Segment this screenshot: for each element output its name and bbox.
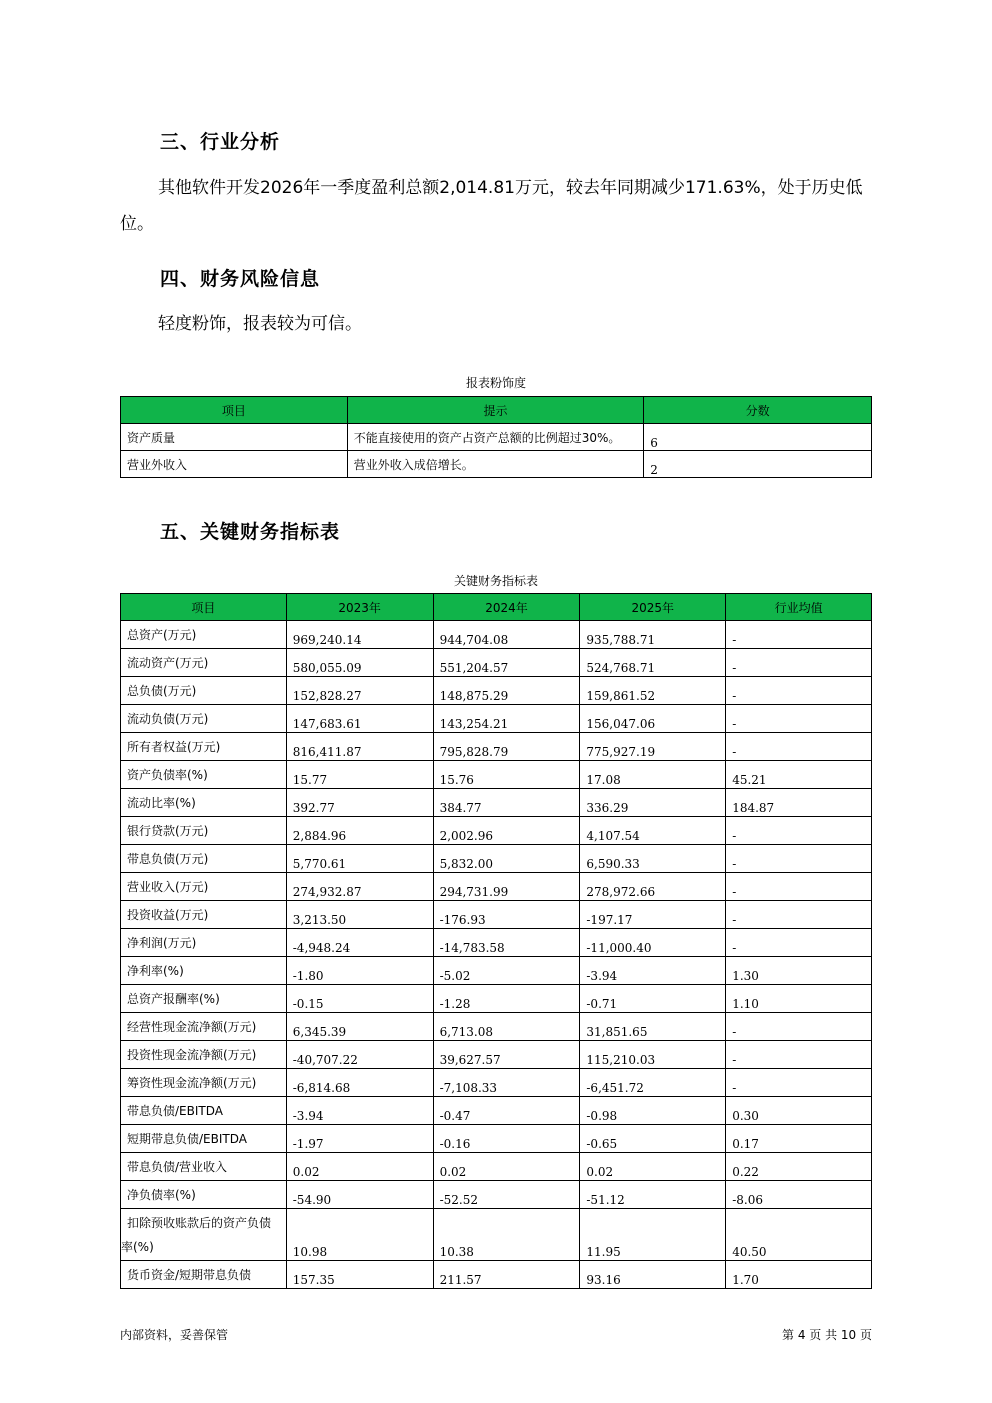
kpi-2023: 0.02 bbox=[286, 1153, 433, 1181]
kpi-industry-avg: - bbox=[726, 929, 872, 957]
kpi-2025: 935,788.71 bbox=[580, 621, 726, 649]
kpi-2025: -6,451.72 bbox=[580, 1069, 726, 1097]
risk-score: 6 bbox=[644, 424, 872, 451]
kpi-2023: 5,770.61 bbox=[286, 845, 433, 873]
table-row bbox=[121, 1181, 872, 1209]
kpi-2024: -176.93 bbox=[433, 901, 580, 929]
kpi-2023: 2,884.96 bbox=[286, 817, 433, 845]
kpi-header-2024: 2024年 bbox=[433, 594, 580, 621]
kpi-2025: -197.17 bbox=[580, 901, 726, 929]
table-row bbox=[121, 761, 872, 789]
kpi-2024: 15.76 bbox=[433, 761, 580, 789]
kpi-2023: -3.94 bbox=[286, 1097, 433, 1125]
kpi-2023: 147,683.61 bbox=[286, 705, 433, 733]
kpi-2023: -1.80 bbox=[286, 957, 433, 985]
table-row bbox=[121, 649, 872, 677]
kpi-2024: 211.57 bbox=[433, 1261, 580, 1289]
kpi-header-2025: 2025年 bbox=[580, 594, 726, 621]
kpi-2024: -0.16 bbox=[433, 1125, 580, 1153]
kpi-industry-avg: - bbox=[726, 1069, 872, 1097]
section-5-heading: 五、关键财务指标表 bbox=[160, 521, 341, 543]
kpi-industry-avg: 0.22 bbox=[726, 1153, 872, 1181]
kpi-2025: -11,000.40 bbox=[580, 929, 726, 957]
kpi-2024: 148,875.29 bbox=[433, 677, 580, 705]
table-row bbox=[121, 451, 872, 478]
table-row bbox=[121, 1153, 872, 1181]
kpi-2023: 392.77 bbox=[286, 789, 433, 817]
kpi-2024: 39,627.57 bbox=[433, 1041, 580, 1069]
kpi-2025: 31,851.65 bbox=[580, 1013, 726, 1041]
table-row bbox=[121, 985, 872, 1013]
risk-header-item: 项目 bbox=[121, 397, 348, 424]
kpi-industry-avg: - bbox=[726, 733, 872, 761]
kpi-2024: -1.28 bbox=[433, 985, 580, 1013]
kpi-industry-avg: - bbox=[726, 1013, 872, 1041]
table-row bbox=[121, 873, 872, 901]
kpi-2024: 0.02 bbox=[433, 1153, 580, 1181]
kpi-item: 净利润(万元) bbox=[121, 929, 287, 957]
footer-page-number: 第 4 页 共 10 页 bbox=[782, 1328, 872, 1342]
kpi-item: 营业收入(万元) bbox=[121, 873, 287, 901]
footer-confidential: 内部资料，妥善保管 bbox=[120, 1328, 229, 1342]
kpi-item: 流动比率(%) bbox=[121, 789, 287, 817]
kpi-2025: -0.98 bbox=[580, 1097, 726, 1125]
kpi-item: 流动资产(万元) bbox=[121, 649, 287, 677]
kpi-2023: -6,814.68 bbox=[286, 1069, 433, 1097]
kpi-industry-avg: 1.70 bbox=[726, 1261, 872, 1289]
kpi-item: 流动负债(万元) bbox=[121, 705, 287, 733]
kpi-2023: 3,213.50 bbox=[286, 901, 433, 929]
kpi-2025: -0.65 bbox=[580, 1125, 726, 1153]
kpi-2023: 157.35 bbox=[286, 1261, 433, 1289]
kpi-2023: -40,707.22 bbox=[286, 1041, 433, 1069]
kpi-2023: -0.15 bbox=[286, 985, 433, 1013]
kpi-item: 所有者权益(万元) bbox=[121, 733, 287, 761]
table-row bbox=[121, 705, 872, 733]
risk-header-score: 分数 bbox=[644, 397, 872, 424]
table-row bbox=[121, 817, 872, 845]
table-row bbox=[121, 901, 872, 929]
table-row bbox=[121, 789, 872, 817]
table-row bbox=[121, 929, 872, 957]
kpi-industry-avg: 1.10 bbox=[726, 985, 872, 1013]
kpi-2025: 336.29 bbox=[580, 789, 726, 817]
kpi-2025: 159,861.52 bbox=[580, 677, 726, 705]
kpi-item: 投资性现金流净额(万元) bbox=[121, 1041, 287, 1069]
kpi-2023: 580,055.09 bbox=[286, 649, 433, 677]
section-3-paragraph: 其他软件开发2026年一季度盈利总额2,014.81万元，较去年同期减少171.63%，处于历史低位。 bbox=[120, 178, 863, 234]
section-4-paragraph: 轻度粉饰，报表较为可信。 bbox=[158, 314, 362, 334]
kpi-2023: 969,240.14 bbox=[286, 621, 433, 649]
kpi-2024: 551,204.57 bbox=[433, 649, 580, 677]
kpi-table-caption: 关键财务指标表 bbox=[453, 574, 538, 588]
kpi-2025: 115,210.03 bbox=[580, 1041, 726, 1069]
kpi-industry-avg: -8.06 bbox=[726, 1181, 872, 1209]
table-row bbox=[121, 621, 872, 649]
kpi-2024: 10.38 bbox=[433, 1209, 580, 1261]
risk-hint: 营业外收入成倍增长。 bbox=[347, 451, 644, 478]
kpi-2023: 15.77 bbox=[286, 761, 433, 789]
risk-hint: 不能直接使用的资产占资产总额的比例超过30%。 bbox=[347, 424, 644, 451]
kpi-item: 带息负债/营业收入 bbox=[121, 1153, 287, 1181]
kpi-item: 总资产报酬率(%) bbox=[121, 985, 287, 1013]
kpi-industry-avg: - bbox=[726, 677, 872, 705]
table-row bbox=[121, 1209, 872, 1261]
table-row bbox=[121, 1041, 872, 1069]
kpi-2023: -54.90 bbox=[286, 1181, 433, 1209]
kpi-2024: 294,731.99 bbox=[433, 873, 580, 901]
kpi-industry-avg: - bbox=[726, 817, 872, 845]
kpi-item: 总负债(万元) bbox=[121, 677, 287, 705]
kpi-industry-avg: 0.17 bbox=[726, 1125, 872, 1153]
table-row bbox=[121, 1261, 872, 1289]
kpi-2025: -3.94 bbox=[580, 957, 726, 985]
kpi-industry-avg: - bbox=[726, 901, 872, 929]
kpi-2025: 278,972.66 bbox=[580, 873, 726, 901]
kpi-2025: 93.16 bbox=[580, 1261, 726, 1289]
kpi-2023: 152,828.27 bbox=[286, 677, 433, 705]
kpi-item: 经营性现金流净额(万元) bbox=[121, 1013, 287, 1041]
kpi-item: 净利率(%) bbox=[121, 957, 287, 985]
kpi-2025: -0.71 bbox=[580, 985, 726, 1013]
kpi-industry-avg: - bbox=[726, 649, 872, 677]
risk-item: 营业外收入 bbox=[121, 451, 348, 478]
kpi-item: 总资产(万元) bbox=[121, 621, 287, 649]
kpi-item: 资产负债率(%) bbox=[121, 761, 287, 789]
kpi-2024: 5,832.00 bbox=[433, 845, 580, 873]
kpi-table-body bbox=[121, 621, 872, 1289]
kpi-item: 筹资性现金流净额(万元) bbox=[121, 1069, 287, 1097]
kpi-item: 货币资金/短期带息负债 bbox=[121, 1261, 287, 1289]
kpi-header-2023: 2023年 bbox=[286, 594, 433, 621]
kpi-item: 银行贷款(万元) bbox=[121, 817, 287, 845]
kpi-2023: 816,411.87 bbox=[286, 733, 433, 761]
risk-header-hint: 提示 bbox=[347, 397, 644, 424]
kpi-2025: 6,590.33 bbox=[580, 845, 726, 873]
kpi-2025: 156,047.06 bbox=[580, 705, 726, 733]
risk-table bbox=[120, 396, 872, 478]
kpi-2024: -7,108.33 bbox=[433, 1069, 580, 1097]
kpi-2024: 944,704.08 bbox=[433, 621, 580, 649]
kpi-header-industry-avg: 行业均值 bbox=[726, 594, 872, 621]
kpi-industry-avg: 0.30 bbox=[726, 1097, 872, 1125]
kpi-2025: 11.95 bbox=[580, 1209, 726, 1261]
kpi-industry-avg: 45.21 bbox=[726, 761, 872, 789]
risk-score: 2 bbox=[644, 451, 872, 478]
kpi-2024: -14,783.58 bbox=[433, 929, 580, 957]
risk-item: 资产质量 bbox=[121, 424, 348, 451]
kpi-item: 短期带息负债/EBITDA bbox=[121, 1125, 287, 1153]
kpi-item: 带息负债(万元) bbox=[121, 845, 287, 873]
table-row bbox=[121, 957, 872, 985]
kpi-2025: -51.12 bbox=[580, 1181, 726, 1209]
kpi-2025: 4,107.54 bbox=[580, 817, 726, 845]
kpi-2024: -52.52 bbox=[433, 1181, 580, 1209]
kpi-2025: 0.02 bbox=[580, 1153, 726, 1181]
kpi-2024: 795,828.79 bbox=[433, 733, 580, 761]
kpi-table-header bbox=[121, 594, 872, 621]
kpi-2024: -0.47 bbox=[433, 1097, 580, 1125]
kpi-industry-avg: 184.87 bbox=[726, 789, 872, 817]
table-row bbox=[121, 677, 872, 705]
table-row bbox=[121, 1125, 872, 1153]
kpi-2024: 384.77 bbox=[433, 789, 580, 817]
kpi-2023: 6,345.39 bbox=[286, 1013, 433, 1041]
section-4-heading: 四、财务风险信息 bbox=[160, 268, 321, 290]
kpi-item: 带息负债/EBITDA bbox=[121, 1097, 287, 1125]
table-row bbox=[121, 845, 872, 873]
kpi-item: 净负债率(%) bbox=[121, 1181, 287, 1209]
kpi-2025: 17.08 bbox=[580, 761, 726, 789]
kpi-industry-avg: - bbox=[726, 705, 872, 733]
kpi-item: 扣除预收账款后的资产负债率(%) bbox=[121, 1209, 287, 1261]
risk-table-caption: 报表粉饰度 bbox=[465, 376, 526, 390]
kpi-2025: 775,927.19 bbox=[580, 733, 726, 761]
kpi-2023: -1.97 bbox=[286, 1125, 433, 1153]
kpi-industry-avg: - bbox=[726, 845, 872, 873]
table-row bbox=[121, 1013, 872, 1041]
kpi-item: 投资收益(万元) bbox=[121, 901, 287, 929]
kpi-industry-avg: - bbox=[726, 621, 872, 649]
section-3-heading: 三、行业分析 bbox=[160, 131, 281, 153]
table-row bbox=[121, 424, 872, 451]
table-row bbox=[121, 733, 872, 761]
kpi-2023: 10.98 bbox=[286, 1209, 433, 1261]
kpi-2024: 143,254.21 bbox=[433, 705, 580, 733]
kpi-industry-avg: 40.50 bbox=[726, 1209, 872, 1261]
kpi-2024: -5.02 bbox=[433, 957, 580, 985]
kpi-2024: 6,713.08 bbox=[433, 1013, 580, 1041]
kpi-table bbox=[120, 593, 872, 1289]
kpi-2024: 2,002.96 bbox=[433, 817, 580, 845]
kpi-header-item: 项目 bbox=[121, 594, 287, 621]
table-row bbox=[121, 1069, 872, 1097]
kpi-2025: 524,768.71 bbox=[580, 649, 726, 677]
kpi-industry-avg: 1.30 bbox=[726, 957, 872, 985]
kpi-2023: -4,948.24 bbox=[286, 929, 433, 957]
kpi-industry-avg: - bbox=[726, 873, 872, 901]
table-row bbox=[121, 1097, 872, 1125]
kpi-2023: 274,932.87 bbox=[286, 873, 433, 901]
kpi-industry-avg: - bbox=[726, 1041, 872, 1069]
risk-table-header bbox=[121, 397, 872, 424]
